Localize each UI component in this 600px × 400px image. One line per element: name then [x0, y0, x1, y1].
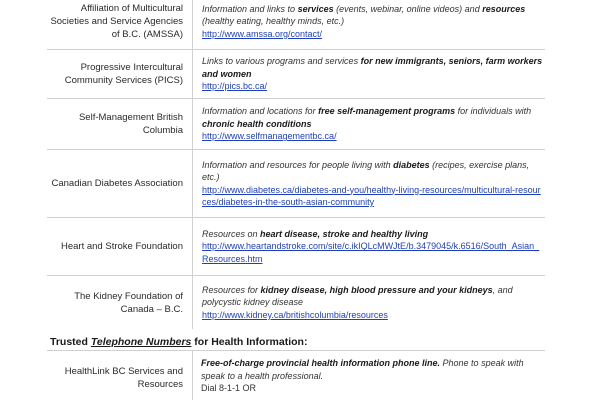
desc-text: Phone to speak with speak to a health professional. [201, 358, 524, 381]
org-name-cell: The Kidney Foundation of Canada – B.C. [47, 276, 193, 330]
table-row [47, 50, 545, 99]
resources-table [47, 0, 545, 329]
title-text: for Health Information: [191, 336, 308, 348]
dial-number: Dial 8-1-1 OR [201, 383, 257, 393]
org-name-cell: Canadian Diabetes Association [47, 150, 193, 218]
desc-bold: resources [482, 3, 526, 14]
description-cell [193, 0, 546, 50]
description-cell [193, 50, 546, 99]
resource-link[interactable]: http://www.kidney.ca/britishcolumbia/resources [202, 309, 388, 320]
desc-bold: heart disease, stroke and healthy living [260, 228, 429, 239]
resource-link[interactable]: http://pics.bc.ca/ [202, 81, 268, 92]
org-name-cell: Heart and Stroke Foundation [47, 218, 193, 276]
resource-link[interactable]: http://www.selfmanagementbc.ca/ [202, 131, 337, 142]
org-name-cell: Affiliation of Multicultural Societies and Service Agencies of B.C. (AMSSA) [47, 0, 193, 50]
desc-bold: services [297, 3, 334, 14]
desc-text: , and polycystic kidney disease [202, 284, 513, 308]
desc-text: Resources on [202, 228, 261, 239]
desc-bold: kidney disease, high blood pressure and your kidneys [260, 284, 493, 295]
telephone-section-title [50, 336, 307, 348]
org-name-cell: HealthLink BC Services and Resources [64, 366, 183, 390]
description-cell [193, 99, 546, 150]
table-row [47, 99, 545, 150]
desc-bold: diabetes [393, 159, 430, 170]
desc-bold: chronic health conditions [202, 118, 312, 129]
desc-bold: for new immigrants, seniors, farm workers and women [202, 56, 543, 79]
title-emphasis: Telephone Numbers [90, 336, 192, 348]
desc-text: Resources for [202, 284, 261, 295]
org-name-cell: Progressive Intercultural Community Services (PICS) [47, 50, 193, 99]
desc-text: (recipes, exercise plans, etc.) [202, 159, 530, 182]
desc-text: Information and links to [202, 3, 298, 14]
description-cell [193, 150, 546, 218]
description-cell [201, 357, 541, 395]
table-row [47, 150, 545, 218]
table-row [47, 218, 545, 276]
column-divider [192, 351, 193, 400]
title-text: Trusted [50, 336, 91, 348]
resource-link[interactable]: http://www.amssa.org/contact/ [202, 28, 323, 39]
desc-text: (events, webinar, online videos) and [333, 3, 483, 14]
desc-text: Links to various programs and services [202, 56, 361, 67]
desc-text: (healthy eating, healthy minds, etc.) [202, 16, 345, 27]
desc-text: Information and locations for [202, 106, 319, 117]
org-name-cell: Self-Management British Columbia [47, 99, 193, 150]
resource-link[interactable]: http://www.heartandstroke.com/site/c.ikIQLcMWJtE/b.3479045/k.6516/South_Asian_Resources.htm [202, 241, 540, 264]
desc-bold: free self-management programs [318, 106, 456, 117]
table-row [47, 276, 545, 330]
resource-link[interactable]: http://www.diabetes.ca/diabetes-and-you/healthy-living-resources/multicultural-resources/diabetes-in-the-south-asian-community [202, 184, 541, 207]
desc-bold: Free-of-charge provincial health information phone line. [201, 358, 441, 368]
telephone-table [47, 350, 545, 393]
table-row [47, 0, 545, 50]
desc-text: Information and resources for people living with [202, 159, 394, 170]
desc-text: for individuals with [455, 106, 532, 117]
description-cell [193, 218, 546, 276]
description-cell [193, 276, 546, 330]
